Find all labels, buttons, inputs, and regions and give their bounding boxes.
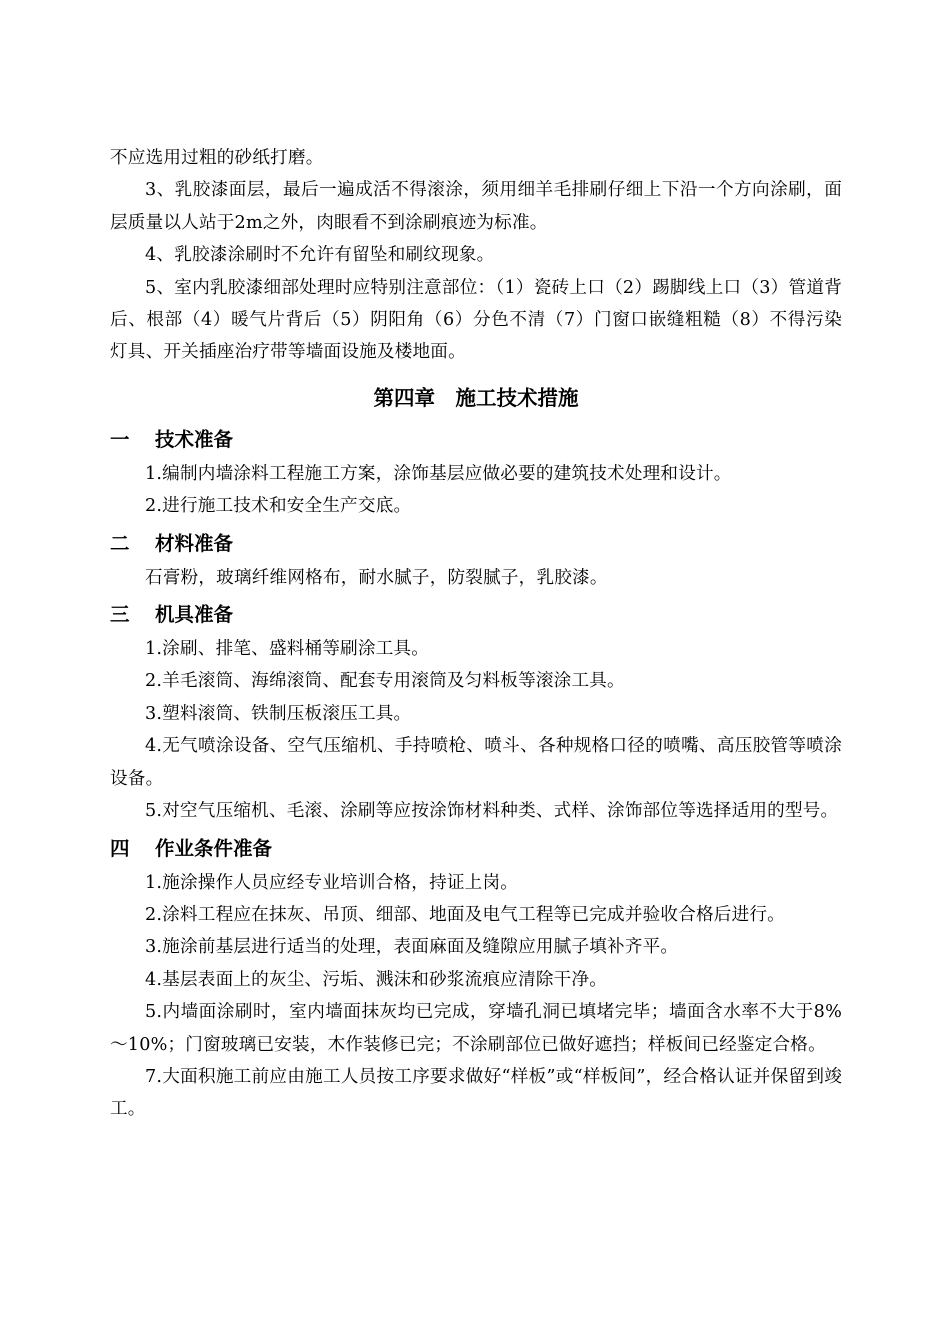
chapter-title: 第四章 施工技术措施 <box>373 385 579 410</box>
section-number: 二 <box>110 531 130 555</box>
list-item: 7.大面积施工前应由施工人员按工序要求做好“样板”或“样板间”，经合格认证并保留到竣工。 <box>110 1066 842 1120</box>
section-title: 材料准备 <box>155 531 234 555</box>
list-item: 1.施涂操作人员应经专业培训合格，持证上岗。 <box>145 872 519 893</box>
section-number: 四 <box>110 836 130 860</box>
list-item: 2.涂料工程应在抹灰、吊顶、细部、地面及电气工程等已完成并验收合格后进行。 <box>145 904 785 925</box>
list-item: 1.涂刷、排笔、盛料桶等刷涂工具。 <box>145 639 430 660</box>
list-item: 4.无气喷涂设备、空气压缩机、手持喷枪、喷斗、各种规格口径的喷嘴、高压胶管等喷涂设备。 <box>110 736 842 789</box>
section-title: 机具准备 <box>155 603 234 627</box>
list-item: 2.羊毛滚筒、海绵滚筒、配套专用滚筒及匀料板等滚涂工具。 <box>145 671 625 692</box>
section-heading <box>110 525 842 562</box>
section-number: 三 <box>110 603 130 627</box>
section-heading <box>110 830 842 867</box>
document-page <box>110 142 842 1126</box>
list-item: 石膏粉，玻璃纤维网格布，耐水腻子，防裂腻子，乳胶漆。 <box>145 567 608 588</box>
list-item: 5.对空气压缩机、毛滚、涂刷等应按涂饰材料种类、式样、涂饰部位等选择适用的型号。 <box>145 801 839 822</box>
list-item: 2.进行施工技术和安全生产交底。 <box>145 496 412 517</box>
list-item: 3.施涂前基层进行适当的处理，表面麻面及缝隙应用腻子填补齐平。 <box>145 937 679 958</box>
list-item: 3.塑料滚筒、铁制压板滚压工具。 <box>145 703 412 724</box>
list-item: 4.基层表面上的灰尘、污垢、溅沫和砂浆流痕应清除干净。 <box>145 969 608 990</box>
section-title: 技术准备 <box>155 427 234 451</box>
section-heading <box>110 596 842 633</box>
section-number: 一 <box>110 427 130 451</box>
paragraph: 不应选用过粗的砂纸打磨。 <box>110 148 324 168</box>
list-item: 1.编制内墙涂料工程施工方案，涂饰基层应做必要的建筑技术处理和设计。 <box>145 463 732 484</box>
list-item: 5.内墙面涂刷时，室内墙面抹灰均已完成，穿墙孔洞已填堵完毕；墙面含水率不大于8%～10%；门窗玻璃已安装，木作装修已完；不涂刷部位已做好遮挡；样板间已经鉴定合格。 <box>110 1002 842 1055</box>
paragraph: 4、乳胶漆涂刷时不允许有留坠和刷纹现象。 <box>145 245 495 266</box>
paragraph: 3、乳胶漆面层，最后一遍成活不得滚涂，须用细羊毛排刷仔细上下沿一个方向涂刷，面层质量以人站于2m之外，肉眼看不到涂刷痕迹为标准。 <box>110 180 842 233</box>
section-title: 作业条件准备 <box>155 836 273 860</box>
section-heading <box>110 421 842 458</box>
paragraph: 5、室内乳胶漆细部处理时应特别注意部位：（1）瓷砖上口（2）踢脚线上口（3）管道背后、根部（4）暖气片背后（5）阴阳角（6）分色不清（7）门窗口嵌缝粗糙（8）不得污染灯具、开关插座治疗带等墙面设施及楼地面。 <box>110 277 842 363</box>
